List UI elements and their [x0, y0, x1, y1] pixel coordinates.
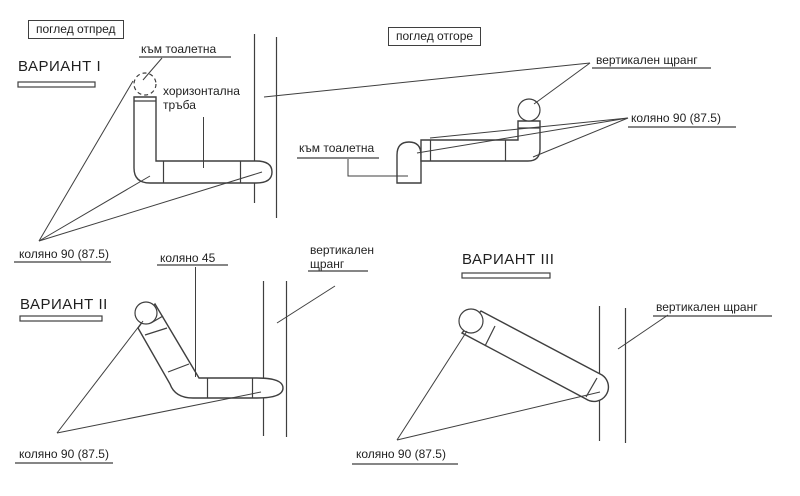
label-vertical-riser-topright: вертикален щранг	[596, 53, 698, 67]
front-view-title: поглед отпред	[28, 20, 124, 39]
variant2-heading-underline	[20, 316, 102, 321]
variant3-heading-underline	[462, 273, 550, 278]
variant-1-heading: ВАРИАНТ I	[18, 58, 102, 75]
topview-toilet-stub	[397, 142, 421, 183]
variant1-heading-underline	[18, 82, 95, 87]
label-elbow90-variant2: коляно 90 (87.5)	[19, 447, 109, 461]
variant1-toilet-outlet-circle	[134, 73, 156, 95]
label-to-toilet-top: към тоалетна	[299, 141, 375, 155]
variant3-pipe	[462, 311, 608, 401]
label-horizontal-pipe: хоризонтална тръба	[163, 84, 240, 112]
label-elbow45: коляно 45	[160, 251, 216, 265]
label-elbow90-topview: коляно 90 (87.5)	[631, 111, 721, 125]
topright-riser-leader-lines	[264, 63, 590, 104]
label-vertical-riser-middle: вертикален щранг	[310, 243, 375, 271]
variant2-drawing	[15, 265, 368, 463]
label-vertical-riser-variant3: вертикален щранг	[656, 300, 758, 314]
label-elbow90-variant1: коляно 90 (87.5)	[19, 247, 109, 261]
top-view-title: поглед отгоре	[388, 27, 481, 46]
variant-3-heading: ВАРИАНТ III	[462, 251, 555, 268]
variant2-riser-leader	[277, 286, 335, 323]
topview-horizontal-run	[421, 121, 540, 161]
label-elbow90-variant3: коляно 90 (87.5)	[356, 447, 446, 461]
variant2-toilet-outlet-circle	[135, 302, 157, 324]
variant-2-heading: ВАРИАНТ II	[20, 296, 108, 313]
label-to-toilet-front: към тоалетна	[141, 42, 217, 56]
variant3-toilet-outlet-circle	[459, 309, 483, 333]
